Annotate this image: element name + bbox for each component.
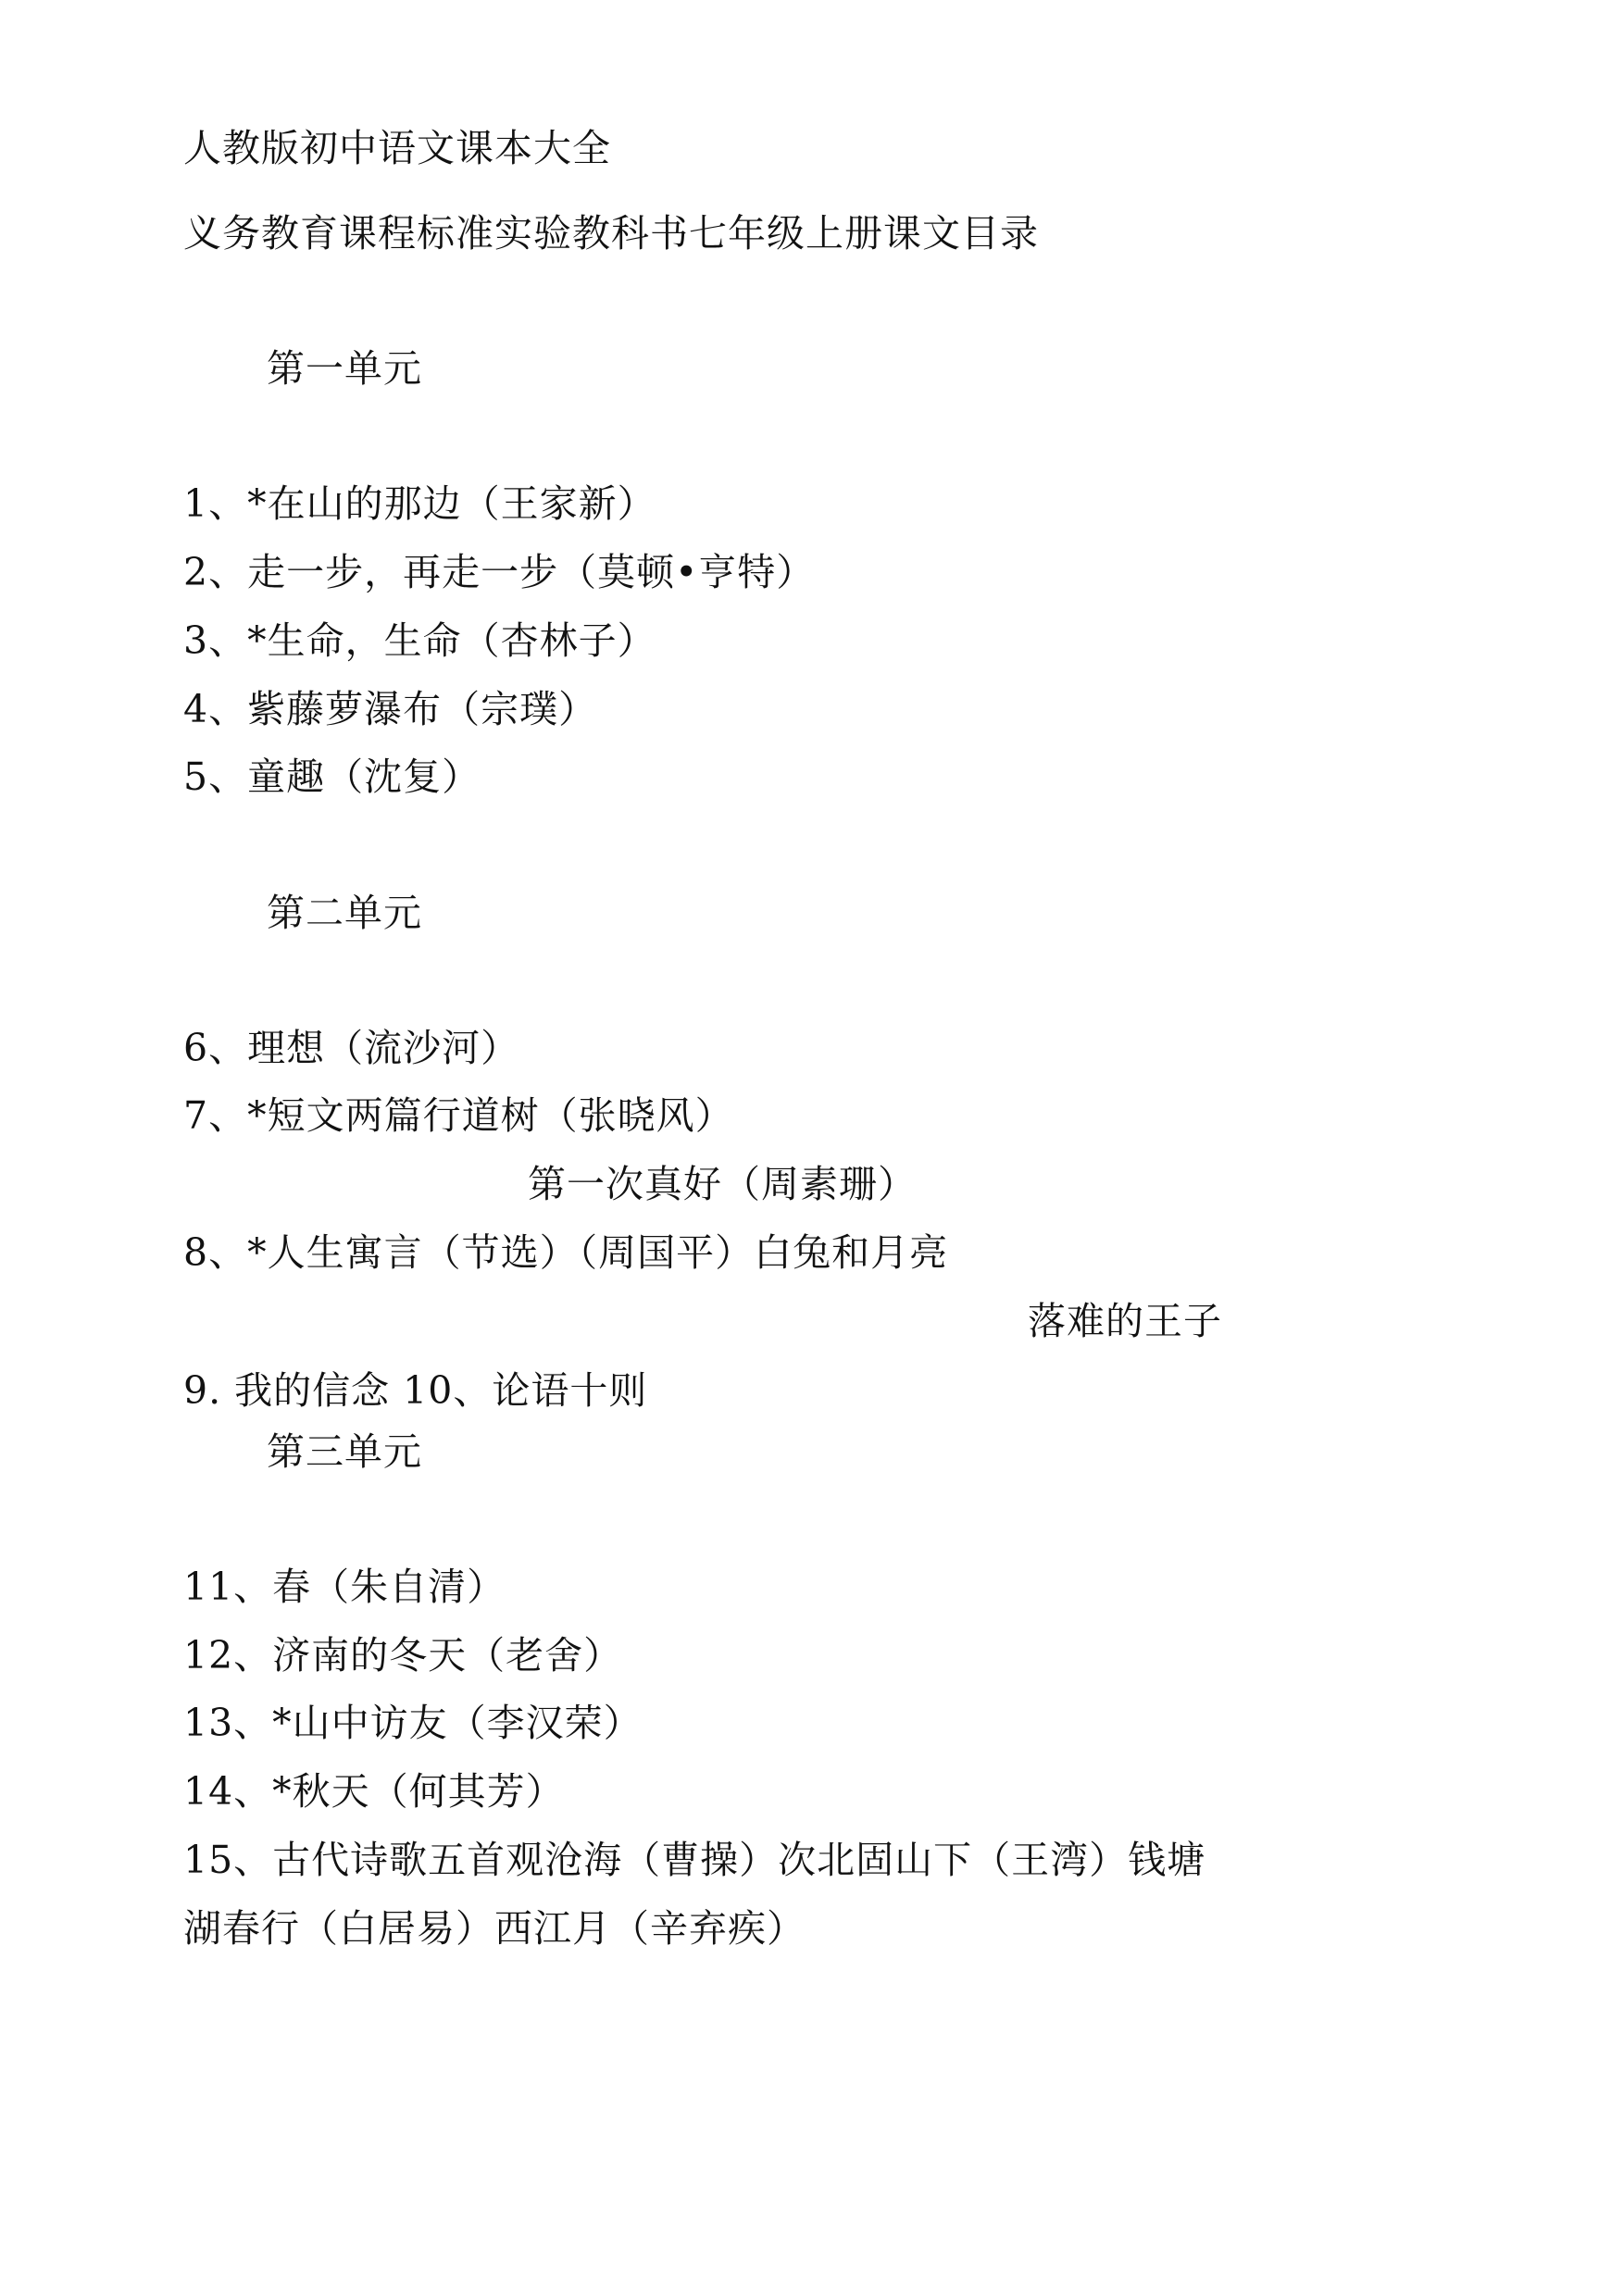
list-item: 4、紫藤萝瀑布（宗璞） xyxy=(183,687,598,731)
list-item: 12、济南的冬天（老舍） xyxy=(183,1633,623,1678)
list-item: 11、春（朱自清） xyxy=(183,1565,506,1609)
document-title: 人教版初中语文课本大全 xyxy=(183,126,611,170)
list-item: 15、古代诗歌五首观沧海（曹操）次北固山下（王湾）钱塘 xyxy=(183,1838,1206,1882)
unit-heading-3: 第三单元 xyxy=(267,1429,422,1474)
list-item: 落难的王子 xyxy=(1028,1299,1222,1343)
list-item: 2、走一步，再走一步（莫顿•亨特） xyxy=(183,550,816,594)
list-item: 7、*短文两篇行道树（张晓风） xyxy=(183,1093,734,1138)
list-item: 13、*山中访友（李汉荣） xyxy=(183,1701,643,1745)
list-item: 3、*生命，生命（杏林子） xyxy=(183,618,656,663)
list-item: 5、童趣（沈复） xyxy=(183,755,481,799)
document-subtitle: 义务教育课程标准实验教科书七年级上册课文目录 xyxy=(183,211,1039,256)
list-item: 9. 我的信念 10、论语十则 xyxy=(183,1368,648,1413)
list-item: 14、*秋天（何其芳） xyxy=(183,1769,565,1814)
list-item: 湖春行（白居易）西江月（辛弃疾） xyxy=(183,1906,806,1951)
list-item: 1、*在山的那边（王家新） xyxy=(183,481,656,526)
list-item: 6、理想（流沙河） xyxy=(183,1026,520,1070)
list-item: 8、*人生寓言（节选）（周国平）白兔和月亮 xyxy=(183,1230,949,1275)
unit-heading-2: 第二单元 xyxy=(267,891,422,935)
unit-heading-1: 第一单元 xyxy=(267,346,422,391)
list-item: 第一次真好（周素珊） xyxy=(528,1162,917,1206)
